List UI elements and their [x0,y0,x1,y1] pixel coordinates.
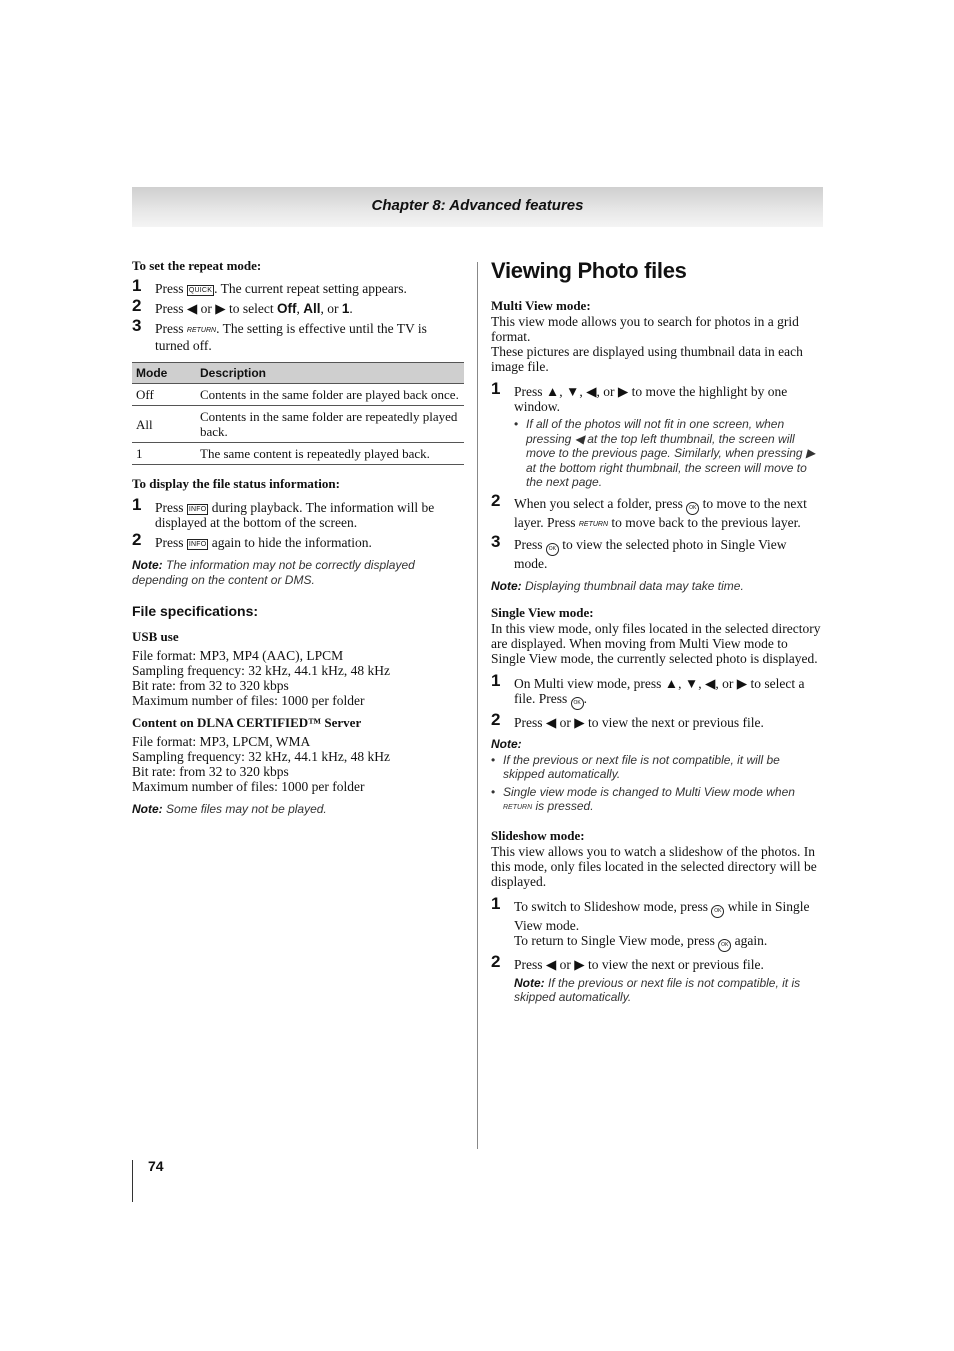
step-text: . [583,691,587,706]
step-text: Press ◀ or ▶ to select [155,301,274,316]
slide-step-1 [491,893,823,952]
ok-button-icon: OK [571,697,584,710]
step-text: Press ◀ or ▶ to view the next or previous file. [514,956,764,972]
repeat-step-1 [132,276,464,296]
dlna-spec-list [132,734,464,794]
multi-view-desc-2: These pictures are displayed using thumbnail data in each image file. [491,344,803,374]
step-number: 1 [132,495,142,514]
step-text: Press ◀ or ▶ to view the next or previous file. [514,715,764,730]
spec-line: Sampling frequency: 32 kHz, 44.1 kHz, 48 kHz [132,663,390,678]
table-cell-description: The same content is repeatedly played back. [196,443,464,465]
slideshow-heading: Slideshow mode: [491,827,585,843]
slideshow-desc: This view allows you to watch a slideshow of the photos. In this mode, only files located in the selected directory will be displayed. [491,843,817,889]
note-text: Some files may not be played. [166,802,327,816]
single-step-2 [491,710,823,730]
step-text: , [296,301,300,316]
single-view-steps [491,671,823,730]
single-note-bullet-2 [491,785,823,816]
step-text: Press [155,535,184,550]
note-text: If the previous or next file is not compatible, it is skipped automatically. [514,975,801,1004]
repeat-mode-table [132,362,464,465]
step-number: 2 [132,296,142,315]
repeat-step-2 [132,296,464,316]
step-text: during playback. The information will be displayed at the bottom of the screen. [155,500,435,530]
option-off: Off [277,301,297,316]
quick-button-icon: QUICK [188,287,213,294]
step-number: 2 [132,530,142,549]
step-text: To return to Single View mode, press [514,932,715,948]
step-text: Press [155,281,184,296]
right-column [491,258,823,1005]
step-number: 1 [491,379,501,398]
note-label: Note: [491,578,522,593]
step-text: Press ▲, ▼, ◀, or ▶ to move the highlight by one window. [514,384,788,414]
spec-line: File format: MP3, LPCM, WMA [132,734,311,749]
step-number: 2 [491,490,501,510]
repeat-mode-heading: To set the repeat mode: [132,258,262,273]
step-number: 2 [491,710,501,729]
step-text: again to hide the information. [211,535,372,550]
single-view-heading: Single View mode: [491,605,594,620]
multi-view-note [491,579,823,594]
note-label: Note: [491,737,522,751]
dlna-heading: Content on DLNA CERTIFIED™ Server [132,715,362,730]
usb-use-heading: USB use [132,629,179,644]
step-text: . The setting is effective until the TV is turned off. [155,321,427,353]
ok-button-icon: OK [711,905,724,918]
footer-rule [132,1160,133,1202]
multi-view-steps [491,379,823,571]
slideshow-note [514,976,823,1005]
return-button-icon: RETURN [503,804,533,811]
chapter-title: Chapter 8: Advanced features [371,197,584,214]
step-text: , or [320,301,339,316]
step-text: again. [734,932,768,948]
step-number: 2 [491,951,501,971]
note-label: Note: [132,558,163,572]
ok-button-icon: OK [718,939,731,952]
spec-line: Bit rate: from 32 to 320 kbps [132,678,289,693]
step-text: Press [155,500,184,515]
slide-step-2 [491,951,823,1005]
table-cell-mode: Off [132,384,196,406]
step-text: . [349,301,353,316]
repeat-steps [132,276,464,353]
ok-button-icon: OK [546,543,559,556]
left-column [132,258,464,817]
multi-view-heading: Multi View mode: [491,298,591,313]
info-button-icon: INFO [188,506,207,513]
multi-step-2 [491,490,823,532]
table-row [132,384,464,406]
spec-line: Maximum number of files: 1000 per folder [132,693,365,708]
status-step-1 [132,495,464,530]
step-number: 1 [491,893,501,913]
step-text: to view the selected photo in Single View mode. [514,536,787,571]
multi-step-3 [491,531,823,571]
step-number: 3 [491,531,501,551]
spec-line: Sampling frequency: 32 kHz, 44.1 kHz, 48 kHz [132,749,390,764]
note-label: Note: [132,802,163,816]
multi-step-1-bullet: • If all of the photos will not fit in one screen, when pressing ◀ at the top left thumbnail, the screen will move to the previous page. Similarly, when pressing ▶ at the bottom right thumbnail, the screen will move to the next page. [514,417,823,490]
step-text: To switch to Slideshow mode, press [514,898,709,914]
info-button-icon: INFO [188,541,207,548]
table-cell-mode: 1 [132,443,196,465]
step-text: On Multi view mode, press ▲, ▼, ◀, or ▶ to select a file. Press [514,676,805,706]
step-text: to move back to the previous layer. [611,514,801,530]
slideshow-steps [491,893,823,1005]
table-header-description: Description [196,363,464,384]
multi-view-desc-1: This view mode allows you to search for photos in a grid format. [491,314,799,344]
table-cell-description: Contents in the same folder are played back once. [196,384,464,406]
section-title: Viewing Photo files [491,258,687,283]
spec-line: Bit rate: from 32 to 320 kbps [132,764,289,779]
single-view-note [491,737,823,816]
step-text: Press [155,321,184,336]
status-step-2 [132,530,464,550]
table-header-row [132,363,464,384]
note-label: Note: [514,975,545,990]
page-number: 74 [148,1158,164,1174]
column-divider [477,262,478,1149]
status-note [132,558,464,587]
status-steps [132,495,464,550]
note-text: Single view mode is changed to Multi View mode when [503,784,795,799]
spec-note [132,802,464,817]
ok-button-icon: OK [686,502,699,515]
note-text: The information may not be correctly displayed depending on the content or DMS. [132,558,415,587]
note-text: is pressed. [535,799,594,813]
table-row [132,443,464,465]
table-row [132,406,464,443]
table-header-mode: Mode [132,363,196,384]
table-cell-mode: All [132,406,196,443]
step-text: . The current repeat setting appears. [214,281,407,296]
spec-line: File format: MP3, MP4 (AAC), LPCM [132,648,344,663]
option-one: 1 [341,301,350,316]
table-cell-description: Contents in the same folder are repeatedly played back. [196,406,464,443]
step-number: 3 [132,316,142,335]
single-view-desc: In this view mode, only files located in the selected directory are displayed. When moving from Multi View mode to Single View mode, the currently selected photo is displayed. [491,621,821,666]
step-text: while in Single View mode. [514,898,810,933]
usb-spec-list [132,648,464,708]
step-text: Press [514,536,543,552]
file-specifications-heading: File specifications: [132,603,259,619]
single-step-1 [491,671,823,710]
single-note-bullet-1: • If the previous or next file is not compatible, it will be skipped automatically. [491,753,823,782]
step-number: 1 [132,276,142,295]
spec-line: Maximum number of files: 1000 per folder [132,779,365,794]
chapter-header-bar [132,187,823,227]
repeat-step-3 [132,316,464,353]
option-all: All [303,301,321,316]
step-text: to move to the next layer. Press [514,495,807,530]
return-button-icon: RETURN [186,327,217,334]
step-text: When you select a folder, press [514,495,683,511]
note-text: Displaying thumbnail data may take time. [525,578,744,593]
return-button-icon: RETURN [578,520,609,528]
multi-step-1 [491,379,823,490]
step-number: 1 [491,671,501,690]
file-status-heading: To display the file status information: [132,476,340,491]
